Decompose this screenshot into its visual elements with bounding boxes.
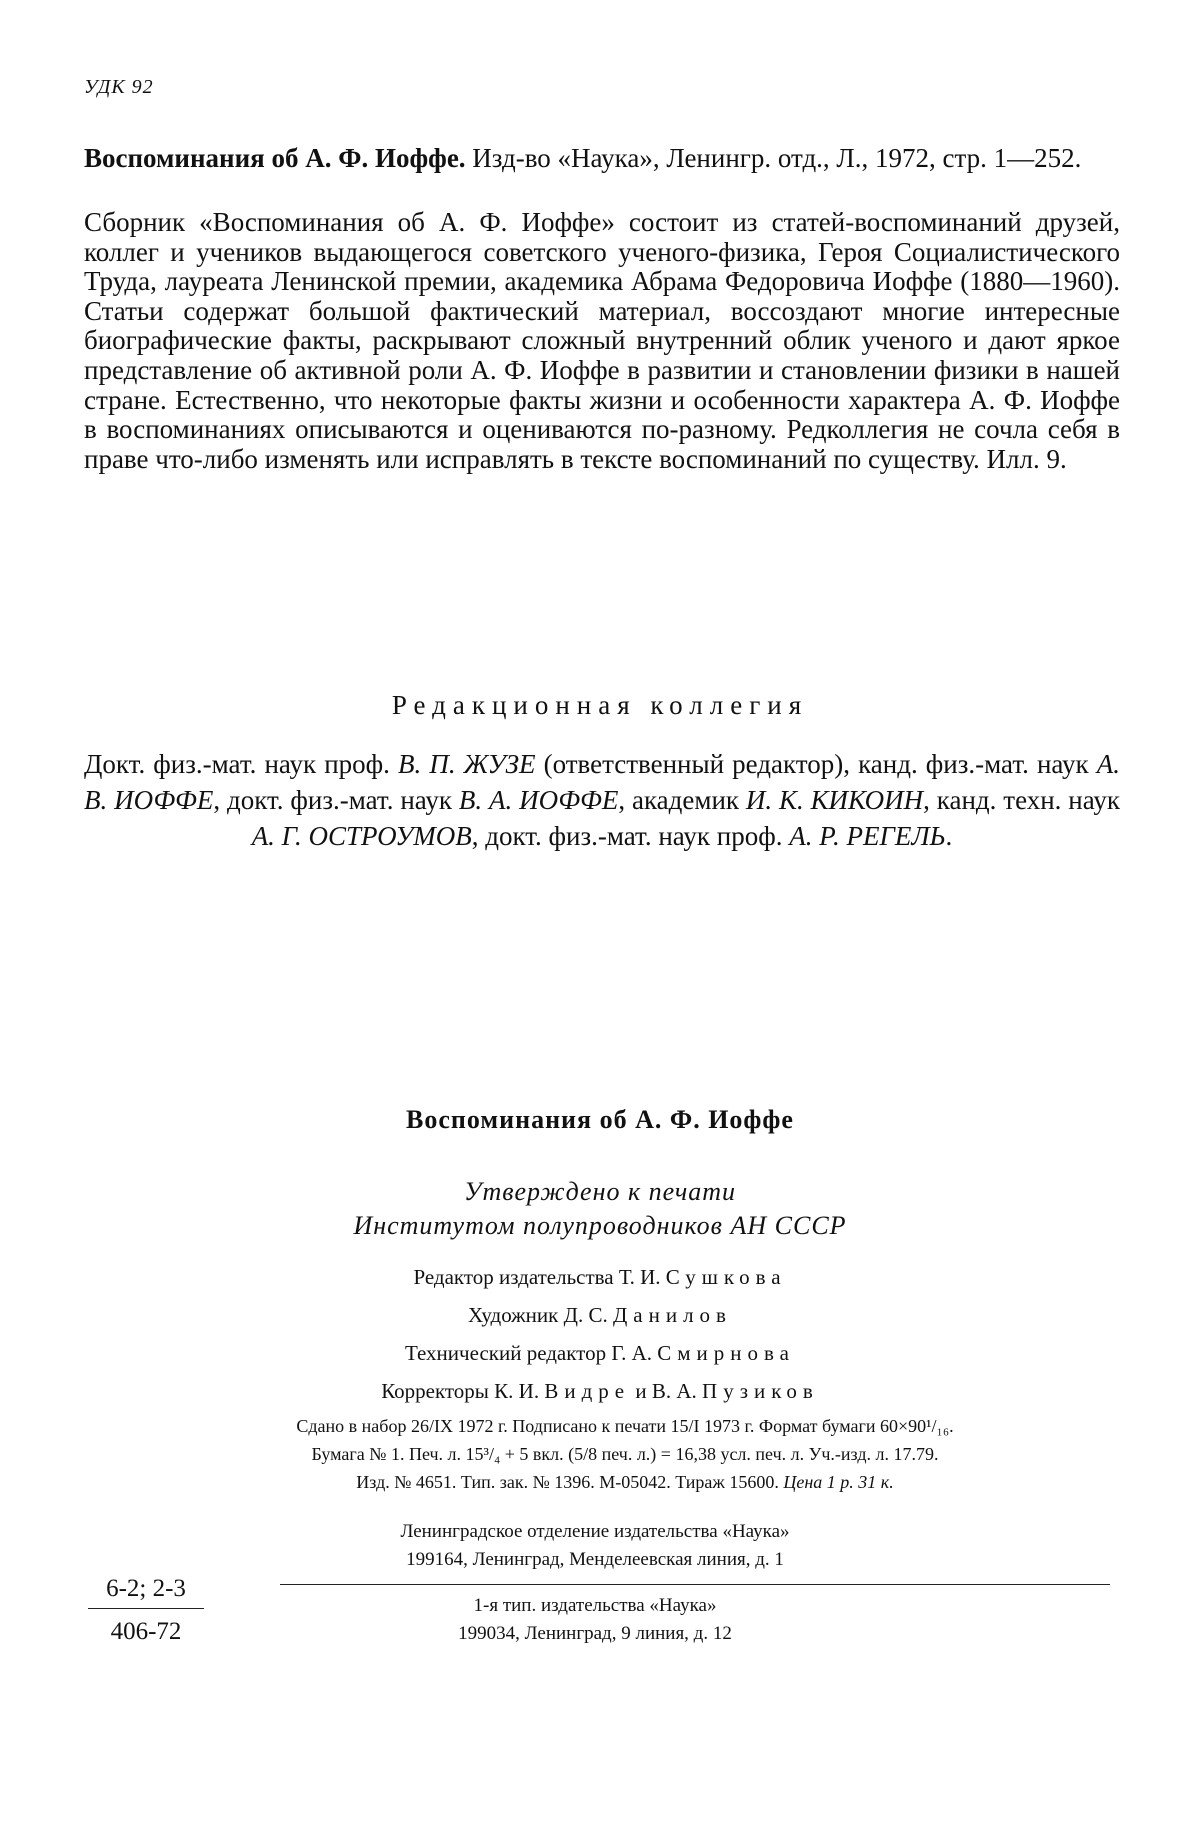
- printer-address: [270, 1592, 920, 1648]
- annotation-paragraph: Сборник «Воспоминания об А. Ф. Иоффе» состоит из статей-воспоминаний друзей, коллег и учеников выдающегося советского ученого-физика, Героя Социалистического Труда, лауреата Ленинской премии, академика Абрама Федоровича Иоффе (1880—1960). Статьи содержат большой фактический материал, воссоздают многие интересные биографические факты, раскрывают сложный внутренний облик ученого и дают яркое представление об активной роли А. Ф. Иоффе в развитии и становлении физики в нашей стране. Естественно, что некоторые факты жизни и особенности характера А. Ф. Иоффе в воспоминаниях описываются и оцениваются по-разному. Редколлегия не сочла себя в праве что-либо изменять или исправлять в тексте воспоминаний по существу. Илл. 9.: [84, 207, 1120, 474]
- publisher-street: 199164, Ленинград, Менделеевская линия, д. 1: [406, 1549, 784, 1570]
- staff-joiner: и В. А.: [635, 1379, 697, 1403]
- divider-rule: [280, 1584, 1110, 1585]
- approval-line-2: Институтом полупроводников АН СССР: [353, 1211, 847, 1240]
- udk-code: УДК 92: [84, 76, 154, 98]
- catalog-code: [88, 1574, 204, 1647]
- bibliographic-record: [84, 142, 1120, 174]
- board-member: А. В. ИОФФЕ: [84, 749, 1120, 815]
- approval-line-1: Утверждено к печати: [463, 1177, 737, 1206]
- staff-name: Данилов: [612, 1303, 732, 1327]
- approval-note: [0, 1175, 1200, 1243]
- board-text: , докт. физ.-мат. наук проф.: [471, 821, 790, 851]
- board-member: В. П. ЖУЗЕ: [398, 749, 536, 779]
- board-text: Докт. физ.-мат. наук проф.: [84, 749, 398, 779]
- board-member: А. Г. ОСТРОУМОВ: [251, 821, 472, 851]
- imprint-line-3: [130, 1468, 1120, 1496]
- staff-credit-technical-editor: [0, 1334, 1200, 1372]
- print-imprint: [130, 1412, 1120, 1496]
- publisher-name: Ленинградское отделение издательства «Наука»: [400, 1521, 790, 1542]
- staff-name: Смирнова: [657, 1341, 795, 1365]
- bibliographic-title: Воспоминания об А. Ф. Иоффе.: [84, 143, 466, 173]
- catalog-code-denominator: 406-72: [110, 1618, 182, 1645]
- board-text: (ответственный редактор), канд. физ.-мат. наук: [535, 749, 1097, 779]
- imprint-order-info: Изд. № 4651. Тип. зак. № 1396. М-05042. Тираж 15600.: [356, 1472, 784, 1492]
- staff-name: Сушкова: [665, 1265, 787, 1289]
- staff-name: Пузиков: [702, 1379, 819, 1403]
- board-member: И. К. КИКОИН: [745, 785, 924, 815]
- staff-credit-editor: [0, 1258, 1200, 1296]
- imprint-line-1: Сдано в набор 26/IX 1972 г. Подписано к печати 15/I 1973 г. Формат бумаги 60×90¹/₁₆.: [296, 1416, 954, 1436]
- staff-credit-proofreaders: [0, 1372, 1200, 1410]
- editorial-board-list: [84, 746, 1120, 854]
- board-text: , канд. техн. наук: [923, 785, 1120, 815]
- board-text: , академик: [618, 785, 746, 815]
- staff-role: Художник Д. С.: [468, 1303, 608, 1327]
- printer-name: 1-я тип. издательства «Наука»: [473, 1595, 717, 1616]
- book-title: Воспоминания об А. Ф. Иоффе: [406, 1105, 794, 1134]
- staff-role: Технический редактор Г. А.: [404, 1341, 653, 1365]
- printer-street: 199034, Ленинград, 9 линия, д. 12: [458, 1623, 732, 1644]
- staff-name: Видре: [544, 1379, 631, 1403]
- staff-credits: [0, 1258, 1200, 1410]
- staff-role: Корректоры К. И.: [381, 1379, 540, 1403]
- publisher-address: [270, 1518, 920, 1574]
- bibliographic-details: Изд-во «Наука», Ленингр. отд., Л., 1972, стр. 1—252.: [472, 143, 1082, 173]
- board-text: , докт. физ.-мат. наук: [213, 785, 459, 815]
- catalog-code-numerator: 6-2; 2-3: [88, 1574, 204, 1609]
- imprint-line-2: Бумага № 1. Печ. л. 15³/₄ + 5 вкл. (5/8 печ. л.) = 16,38 усл. печ. л. Уч.-изд. л. 17.79.: [311, 1444, 939, 1464]
- board-member: А. Р. РЕГЕЛЬ: [789, 821, 946, 851]
- board-member: В. А. ИОФФЕ: [458, 785, 619, 815]
- price: Цена 1 р. 31 к.: [783, 1472, 894, 1492]
- board-text: .: [945, 821, 953, 851]
- staff-role: Редактор издательства Т. И.: [413, 1265, 661, 1289]
- staff-credit-artist: [0, 1296, 1200, 1334]
- editorial-board-heading: Редакционная коллегия: [391, 690, 809, 720]
